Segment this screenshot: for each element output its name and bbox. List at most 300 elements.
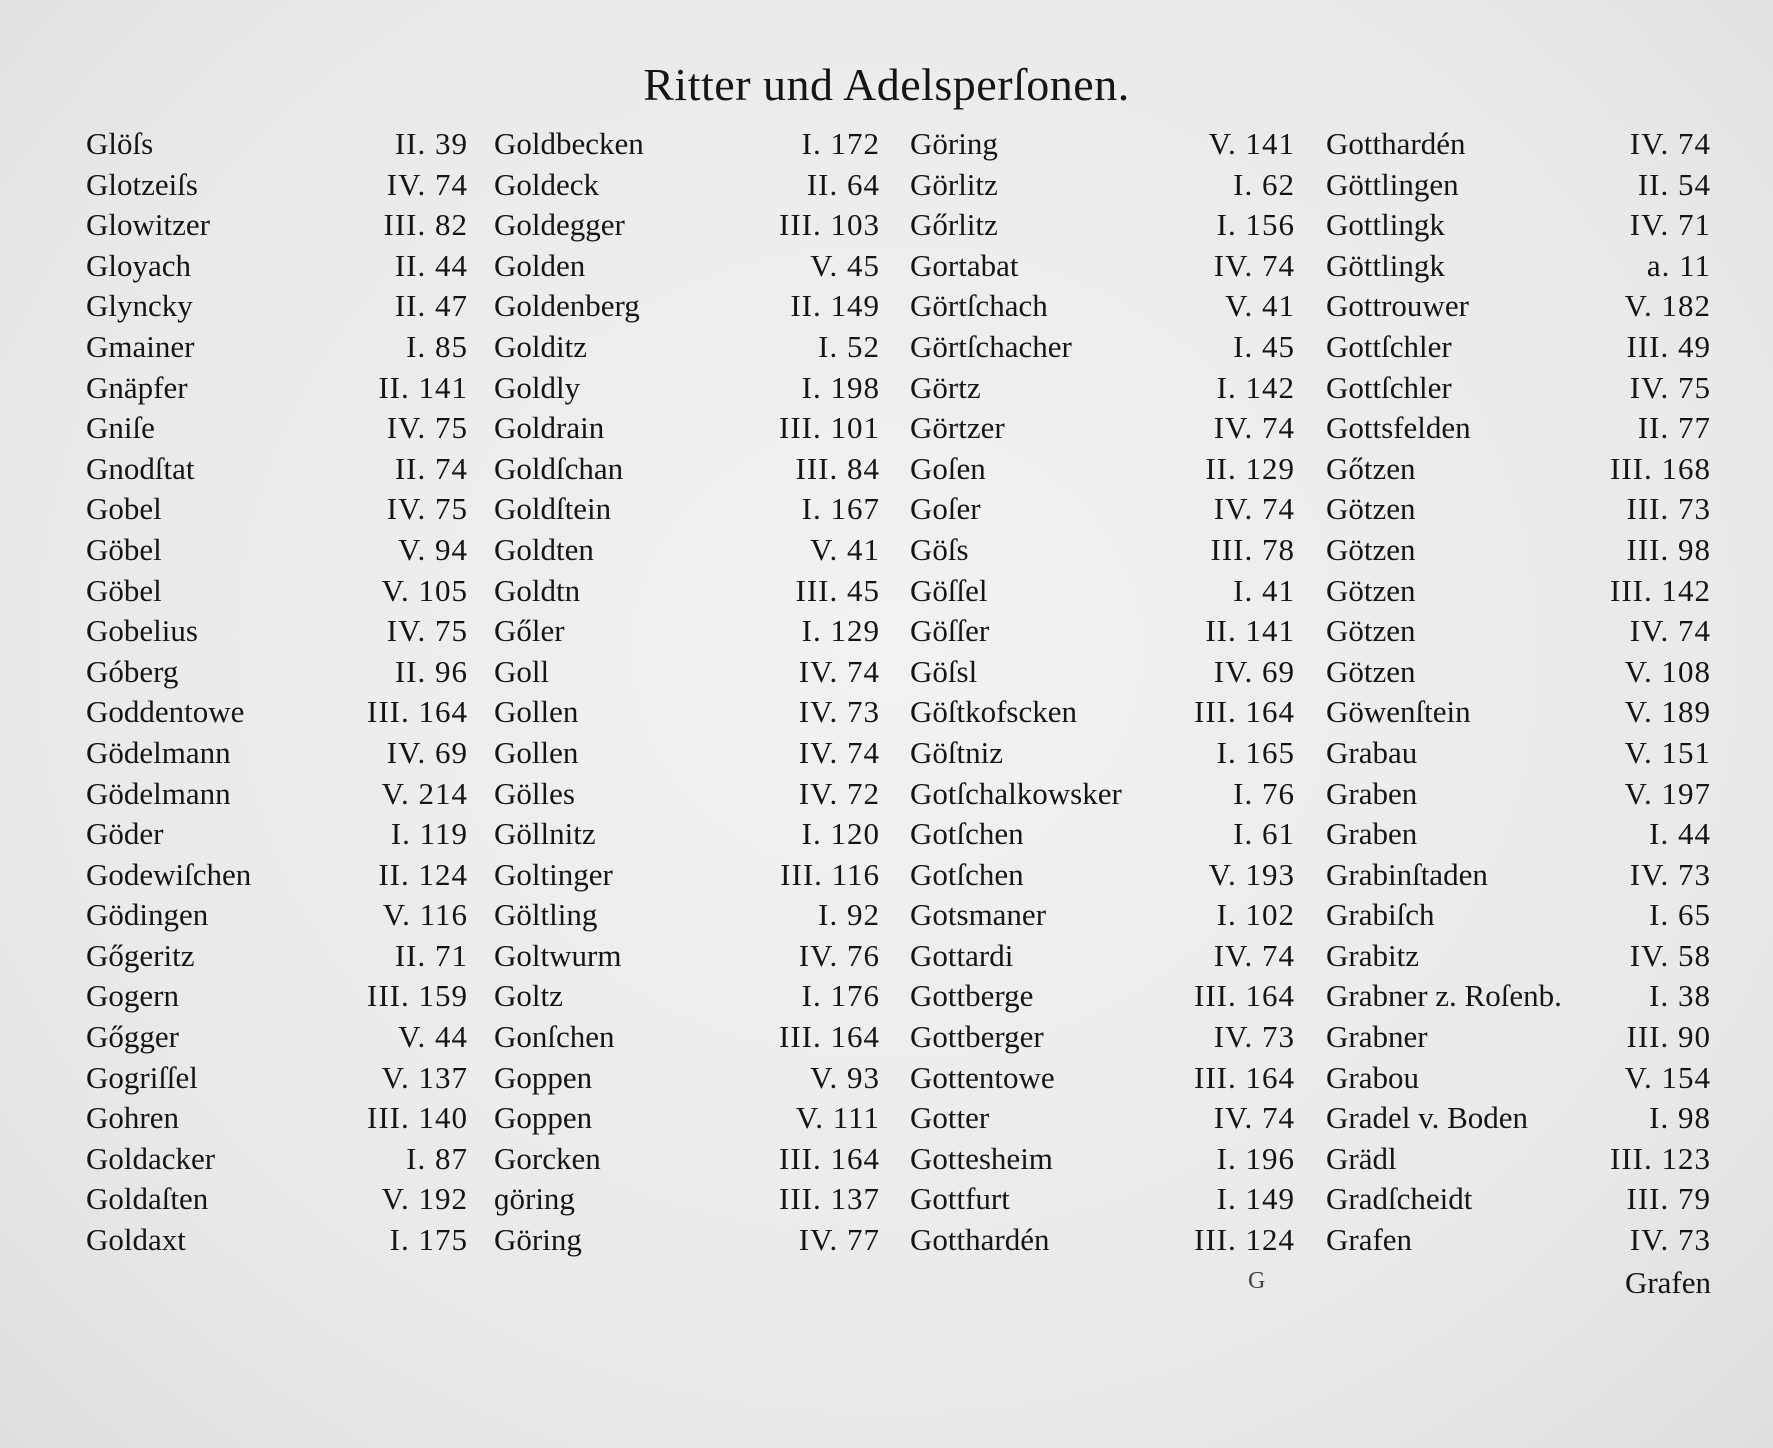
index-entry (86, 897, 468, 938)
entry-reference: I. 172 (801, 126, 880, 161)
index-entry (910, 248, 1295, 289)
index-entry (494, 491, 880, 532)
index-entry (910, 857, 1295, 898)
entry-name: Göwenſtein (1326, 694, 1471, 730)
index-entry (910, 126, 1295, 167)
index-entry (494, 978, 880, 1019)
entry-reference: V. 41 (810, 531, 880, 567)
entry-name: Gogern (86, 978, 179, 1014)
index-entry (86, 1222, 468, 1263)
entry-name: Grädl (1326, 1140, 1397, 1176)
entry-reference: V. 154 (1624, 1059, 1711, 1095)
index-entry (910, 288, 1295, 329)
entry-reference: II. 141 (378, 369, 468, 405)
entry-reference: III. 164 (779, 1140, 880, 1176)
entry-name: Götzen (1326, 613, 1416, 649)
entry-name: Grabou (1326, 1059, 1419, 1095)
entry-name: Götzen (1326, 531, 1416, 567)
index-entry (1326, 532, 1711, 573)
entry-name: Goltinger (494, 856, 613, 892)
entry-reference: I. 62 (1233, 166, 1295, 202)
entry-reference: I. 198 (801, 369, 880, 405)
index-entry (86, 451, 468, 492)
entry-name: Glöſs (86, 126, 154, 161)
index-entry (910, 776, 1295, 817)
entry-reference: I. 149 (1216, 1181, 1295, 1217)
entry-reference: III. 45 (795, 572, 880, 608)
entry-name: Gonſchen (494, 1019, 615, 1055)
entry-reference: IV. 71 (1629, 207, 1711, 243)
entry-name: Goldten (494, 531, 594, 567)
entry-name: Graben (1326, 816, 1418, 852)
entry-reference: V. 45 (810, 247, 880, 283)
entry-reference: IV. 74 (386, 166, 468, 202)
entry-name: Gottſchler (1326, 328, 1452, 364)
entry-name: Götzen (1326, 572, 1416, 608)
index-entry (910, 735, 1295, 776)
index-entry (1326, 857, 1711, 898)
entry-name: Goldenberg (494, 288, 640, 324)
entry-name: Gottſchler (1326, 369, 1452, 405)
entry-reference: III. 140 (367, 1100, 468, 1136)
entry-reference: IV. 75 (386, 410, 468, 446)
entry-reference: V. 93 (810, 1059, 880, 1095)
entry-reference: V. 105 (381, 572, 468, 608)
index-entry (910, 978, 1295, 1019)
entry-name: Göder (86, 816, 164, 852)
entry-reference: V. 192 (381, 1181, 468, 1217)
entry-reference: I. 196 (1216, 1140, 1295, 1176)
index-entry (910, 938, 1295, 979)
index-entry (1326, 978, 1711, 1019)
entry-name: Gohren (86, 1100, 179, 1136)
entry-reference: II. 47 (394, 288, 468, 324)
entry-name: Godewiſchen (86, 856, 252, 892)
entry-reference: II. 77 (1637, 410, 1711, 446)
index-entry (1326, 735, 1711, 776)
entry-reference: III. 98 (1626, 531, 1711, 567)
entry-name: Grabiſch (1326, 897, 1435, 933)
index-entry (494, 694, 880, 735)
index-entry (1326, 1141, 1711, 1182)
entry-reference: V. 193 (1208, 856, 1295, 892)
index-entry (1326, 491, 1711, 532)
index-entry (86, 532, 468, 573)
entry-reference: III. 116 (780, 856, 880, 892)
entry-reference: IV. 74 (1629, 613, 1711, 649)
index-entry (494, 1060, 880, 1101)
index-entry (910, 1060, 1295, 1101)
entry-name: Gottberger (910, 1019, 1044, 1055)
index-entry (494, 857, 880, 898)
index-entry (1326, 1019, 1711, 1060)
entry-name: Görtzer (910, 410, 1005, 446)
index-entry (1326, 938, 1711, 979)
entry-name: Göllnitz (494, 816, 596, 852)
index-entry (1326, 248, 1711, 289)
entry-name: Grabitz (1326, 937, 1419, 973)
entry-name: Göſtniz (910, 734, 1003, 770)
entry-reference: IV. 74 (1213, 410, 1295, 446)
index-entry (494, 735, 880, 776)
entry-name: Gottsfelden (1326, 410, 1471, 446)
entry-name: Goltwurm (494, 937, 622, 973)
entry-reference: I. 129 (801, 613, 880, 649)
index-entry (910, 1222, 1295, 1263)
entry-name: Gottfurt (910, 1181, 1010, 1217)
entry-name: Görtz (910, 369, 981, 405)
index-entry (1326, 410, 1711, 451)
entry-reference: II. 44 (394, 247, 468, 283)
entry-name: Goldrain (494, 410, 605, 446)
index-entry (86, 978, 468, 1019)
entry-reference: I. 61 (1233, 816, 1295, 852)
index-entry (494, 532, 880, 573)
entry-name: Gollen (494, 734, 579, 770)
index-entry (494, 288, 880, 329)
entry-name: Gottlingk (1326, 207, 1445, 243)
entry-reference: II. 54 (1637, 166, 1711, 202)
entry-reference: I. 102 (1216, 897, 1295, 933)
entry-reference: I. 38 (1649, 978, 1711, 1014)
index-entry (910, 816, 1295, 857)
entry-name: Gottardi (910, 937, 1014, 973)
entry-name: Gotthardén (1326, 126, 1466, 161)
entry-name: Göſs (910, 531, 969, 567)
index-entry (1326, 126, 1711, 167)
index-entry (494, 573, 880, 614)
entry-name: Gobelius (86, 613, 198, 649)
index-column-4 (1326, 126, 1711, 1263)
entry-name: Gortabat (910, 247, 1019, 283)
entry-reference: I. 119 (390, 816, 468, 852)
page-title: Ritter und Adelsperſonen. (643, 59, 1130, 110)
entry-reference: III. 78 (1210, 531, 1295, 567)
entry-reference: I. 98 (1649, 1100, 1711, 1136)
entry-reference: III. 103 (779, 207, 880, 243)
index-entry (494, 816, 880, 857)
entry-reference: IV. 69 (386, 734, 468, 770)
entry-reference: I. 156 (1216, 207, 1295, 243)
entry-name: Görlitz (910, 166, 998, 202)
entry-reference: V. 108 (1624, 653, 1711, 689)
entry-name: Gotter (910, 1100, 990, 1136)
entry-name: Goldſtein (494, 491, 612, 527)
index-entry (86, 735, 468, 776)
entry-reference: IV. 77 (798, 1222, 880, 1258)
entry-reference: IV. 72 (798, 775, 880, 811)
index-entry (494, 207, 880, 248)
index-entry (910, 1181, 1295, 1222)
entry-reference: V. 189 (1624, 694, 1711, 730)
entry-name: Goldbecken (494, 126, 644, 161)
entry-reference: II. 124 (378, 856, 468, 892)
entry-reference: a. 11 (1646, 247, 1711, 283)
entry-reference: III. 164 (779, 1019, 880, 1055)
index-entry (86, 207, 468, 248)
entry-name: Grafen (1326, 1222, 1413, 1258)
entry-reference: IV. 73 (1213, 1019, 1295, 1055)
entry-reference: IV. 74 (1213, 247, 1295, 283)
index-entry (910, 207, 1295, 248)
index-entry (910, 451, 1295, 492)
entry-name: Góberg (86, 653, 179, 689)
entry-name: Graben (1326, 775, 1418, 811)
entry-name: Goldtn (494, 572, 581, 608)
entry-reference: IV. 74 (798, 734, 880, 770)
entry-reference: IV. 73 (798, 694, 880, 730)
entry-reference: IV. 76 (798, 937, 880, 973)
entry-name: Golditz (494, 328, 587, 364)
index-entry (1326, 329, 1711, 370)
entry-name: Gőler (494, 613, 565, 649)
entry-name: Göttlingen (1326, 166, 1459, 202)
entry-name: Goldly (494, 369, 581, 405)
index-entry (1326, 1181, 1711, 1222)
entry-name: Goppen (494, 1059, 593, 1095)
index-entry (910, 573, 1295, 614)
index-column-3 (910, 126, 1295, 1263)
index-entry (1326, 451, 1711, 492)
index-entry (86, 126, 468, 167)
entry-name: Gőgeritz (86, 937, 195, 973)
entry-reference: V. 197 (1624, 775, 1711, 811)
entry-reference: II. 74 (394, 450, 468, 486)
entry-name: Gmainer (86, 328, 195, 364)
entry-reference: II. 129 (1205, 450, 1295, 486)
entry-reference: I. 45 (1233, 328, 1295, 364)
entry-reference: II. 149 (790, 288, 880, 324)
entry-name: Goldaxt (86, 1222, 186, 1258)
entry-reference: III. 164 (1194, 978, 1295, 1014)
entry-name: Gnodſtat (86, 450, 195, 486)
entry-reference: III. 124 (1194, 1222, 1295, 1258)
index-entry (86, 167, 468, 208)
entry-name: Goldeck (494, 166, 600, 202)
entry-reference: V. 141 (1208, 126, 1295, 161)
index-entry (494, 126, 880, 167)
entry-reference: II. 96 (394, 653, 468, 689)
entry-name: Göſsl (910, 653, 978, 689)
index-entry (86, 938, 468, 979)
index-entry (494, 613, 880, 654)
entry-reference: III. 137 (779, 1181, 880, 1217)
entry-name: ɡöring (494, 1181, 575, 1217)
index-entry (494, 897, 880, 938)
entry-name: Grabau (1326, 734, 1418, 770)
index-entry (494, 167, 880, 208)
entry-reference: I. 142 (1216, 369, 1295, 405)
entry-name: Glotzeiſs (86, 166, 198, 202)
entry-name: Gottesheim (910, 1140, 1053, 1176)
index-entry (1326, 897, 1711, 938)
entry-name: Gottberge (910, 978, 1034, 1014)
entry-reference: V. 137 (381, 1059, 468, 1095)
entry-reference: IV. 74 (1213, 1100, 1295, 1136)
index-entry (1326, 816, 1711, 857)
index-entry (910, 694, 1295, 735)
entry-name: Göſtkofscken (910, 694, 1078, 730)
index-entry (86, 816, 468, 857)
index-entry (1326, 654, 1711, 695)
signature-mark: G (1248, 1268, 1266, 1294)
entry-reference: III. 164 (1194, 1059, 1295, 1095)
entry-name: Gotsmaner (910, 897, 1047, 933)
index-entry (494, 1181, 880, 1222)
index-entry (86, 1181, 468, 1222)
entry-name: Gölles (494, 775, 575, 811)
entry-name: Gloyach (86, 247, 192, 283)
entry-name: Goddentowe (86, 694, 245, 730)
index-entry (1326, 776, 1711, 817)
entry-name: Glyncky (86, 288, 193, 324)
index-entry (910, 1019, 1295, 1060)
index-entry (494, 776, 880, 817)
entry-reference: IV. 75 (386, 491, 468, 527)
index-entry (494, 248, 880, 289)
index-entry (1326, 1100, 1711, 1141)
entry-name: Göbel (86, 531, 162, 567)
entry-reference: I. 76 (1233, 775, 1295, 811)
index-entry (86, 654, 468, 695)
entry-reference: V. 111 (795, 1100, 880, 1136)
entry-reference: IV. 73 (1629, 1222, 1711, 1258)
index-column-2 (494, 126, 880, 1263)
entry-reference: I. 85 (406, 328, 468, 364)
entry-name: Gnäpfer (86, 369, 188, 405)
entry-reference: I. 92 (818, 897, 880, 933)
entry-reference: V. 151 (1624, 734, 1711, 770)
entry-reference: IV. 74 (1213, 937, 1295, 973)
index-entry (910, 329, 1295, 370)
entry-reference: IV. 74 (798, 653, 880, 689)
index-entry (86, 776, 468, 817)
entry-reference: I. 52 (818, 328, 880, 364)
entry-name: Gőgger (86, 1019, 179, 1055)
entry-name: Gradſcheidt (1326, 1181, 1473, 1217)
entry-name: Goldacker (86, 1140, 216, 1176)
index-entry (1326, 573, 1711, 614)
entry-name: Goppen (494, 1100, 593, 1136)
entry-name: Görtſchacher (910, 328, 1072, 364)
entry-name: Gradel v. Boden (1326, 1100, 1529, 1136)
entry-name: Gottentowe (910, 1059, 1055, 1095)
entry-name: Gotſchen (910, 856, 1024, 892)
entry-name: Göltling (494, 897, 598, 933)
index-entry (86, 410, 468, 451)
entry-name: Grabner z. Roſenb. (1326, 978, 1562, 1014)
index-entry (1326, 167, 1711, 208)
index-entry (86, 1100, 468, 1141)
index-entry (86, 573, 468, 614)
index-column-1 (86, 126, 468, 1263)
entry-name: Göring (910, 126, 998, 161)
index-entry (1326, 207, 1711, 248)
entry-name: Gödingen (86, 897, 209, 933)
entry-name: Gollen (494, 694, 579, 730)
entry-reference: III. 123 (1610, 1140, 1711, 1176)
entry-reference: I. 167 (801, 491, 880, 527)
index-entry (494, 1141, 880, 1182)
entry-reference: III. 73 (1626, 491, 1711, 527)
index-entry (86, 491, 468, 532)
index-entry (86, 288, 468, 329)
entry-reference: III. 164 (1194, 694, 1295, 730)
index-entry (910, 897, 1295, 938)
entry-name: Goll (494, 653, 550, 689)
entry-reference: V. 41 (1225, 288, 1295, 324)
index-entry (86, 1019, 468, 1060)
entry-name: Goſen (910, 450, 986, 486)
entry-reference: II. 64 (806, 166, 880, 202)
entry-name: Gottrouwer (1326, 288, 1469, 324)
entry-reference: IV. 73 (1629, 856, 1711, 892)
entry-reference: III. 84 (795, 450, 880, 486)
entry-name: Gotſchen (910, 816, 1024, 852)
entry-reference: I. 87 (406, 1140, 468, 1176)
entry-name: Glowitzer (86, 207, 210, 243)
entry-name: Goltz (494, 978, 563, 1014)
index-entry (494, 1019, 880, 1060)
index-entry (86, 248, 468, 289)
entry-reference: I. 176 (801, 978, 880, 1014)
entry-name: Gödelmann (86, 734, 231, 770)
entry-name: Grabinſtaden (1326, 856, 1488, 892)
index-entry (910, 410, 1295, 451)
entry-name: Götzen (1326, 653, 1416, 689)
entry-name: Göttlingk (1326, 247, 1445, 283)
entry-name: Goſer (910, 491, 981, 527)
entry-name: Göſſer (910, 613, 990, 649)
index-entry (86, 694, 468, 735)
entry-reference: III. 49 (1626, 328, 1711, 364)
entry-name: Gödelmann (86, 775, 231, 811)
entry-reference: I. 175 (389, 1222, 468, 1258)
entry-reference: V. 94 (398, 531, 468, 567)
entry-name: Göring (494, 1222, 582, 1258)
entry-reference: III. 82 (383, 207, 468, 243)
entry-name: Grabner (1326, 1019, 1428, 1055)
index-entry (86, 329, 468, 370)
entry-reference: II. 71 (394, 937, 468, 973)
entry-name: Golden (494, 247, 586, 283)
entry-name: Göbel (86, 572, 162, 608)
entry-reference: III. 101 (779, 410, 880, 446)
index-entry (494, 329, 880, 370)
entry-reference: V. 214 (381, 775, 468, 811)
entry-name: Gogriſſel (86, 1059, 198, 1095)
entry-name: Gorcken (494, 1140, 601, 1176)
index-entry (910, 654, 1295, 695)
entry-name: Gniſe (86, 410, 155, 446)
index-entry (1326, 613, 1711, 654)
entry-reference: IV. 69 (1213, 653, 1295, 689)
entry-reference: II. 39 (394, 126, 468, 161)
entry-name: Goldegger (494, 207, 625, 243)
entry-reference: IV. 75 (1629, 369, 1711, 405)
entry-reference: III. 159 (367, 978, 468, 1014)
entry-name: Göſſel (910, 572, 988, 608)
entry-name: Görtſchach (910, 288, 1048, 324)
index-entry (910, 1100, 1295, 1141)
index-entry (494, 1222, 880, 1263)
index-entry (1326, 1222, 1711, 1263)
entry-reference: II. 141 (1205, 613, 1295, 649)
entry-name: Götzen (1326, 491, 1416, 527)
entry-name: Gobel (86, 491, 162, 527)
entry-reference: IV. 58 (1629, 937, 1711, 973)
index-entry (494, 410, 880, 451)
